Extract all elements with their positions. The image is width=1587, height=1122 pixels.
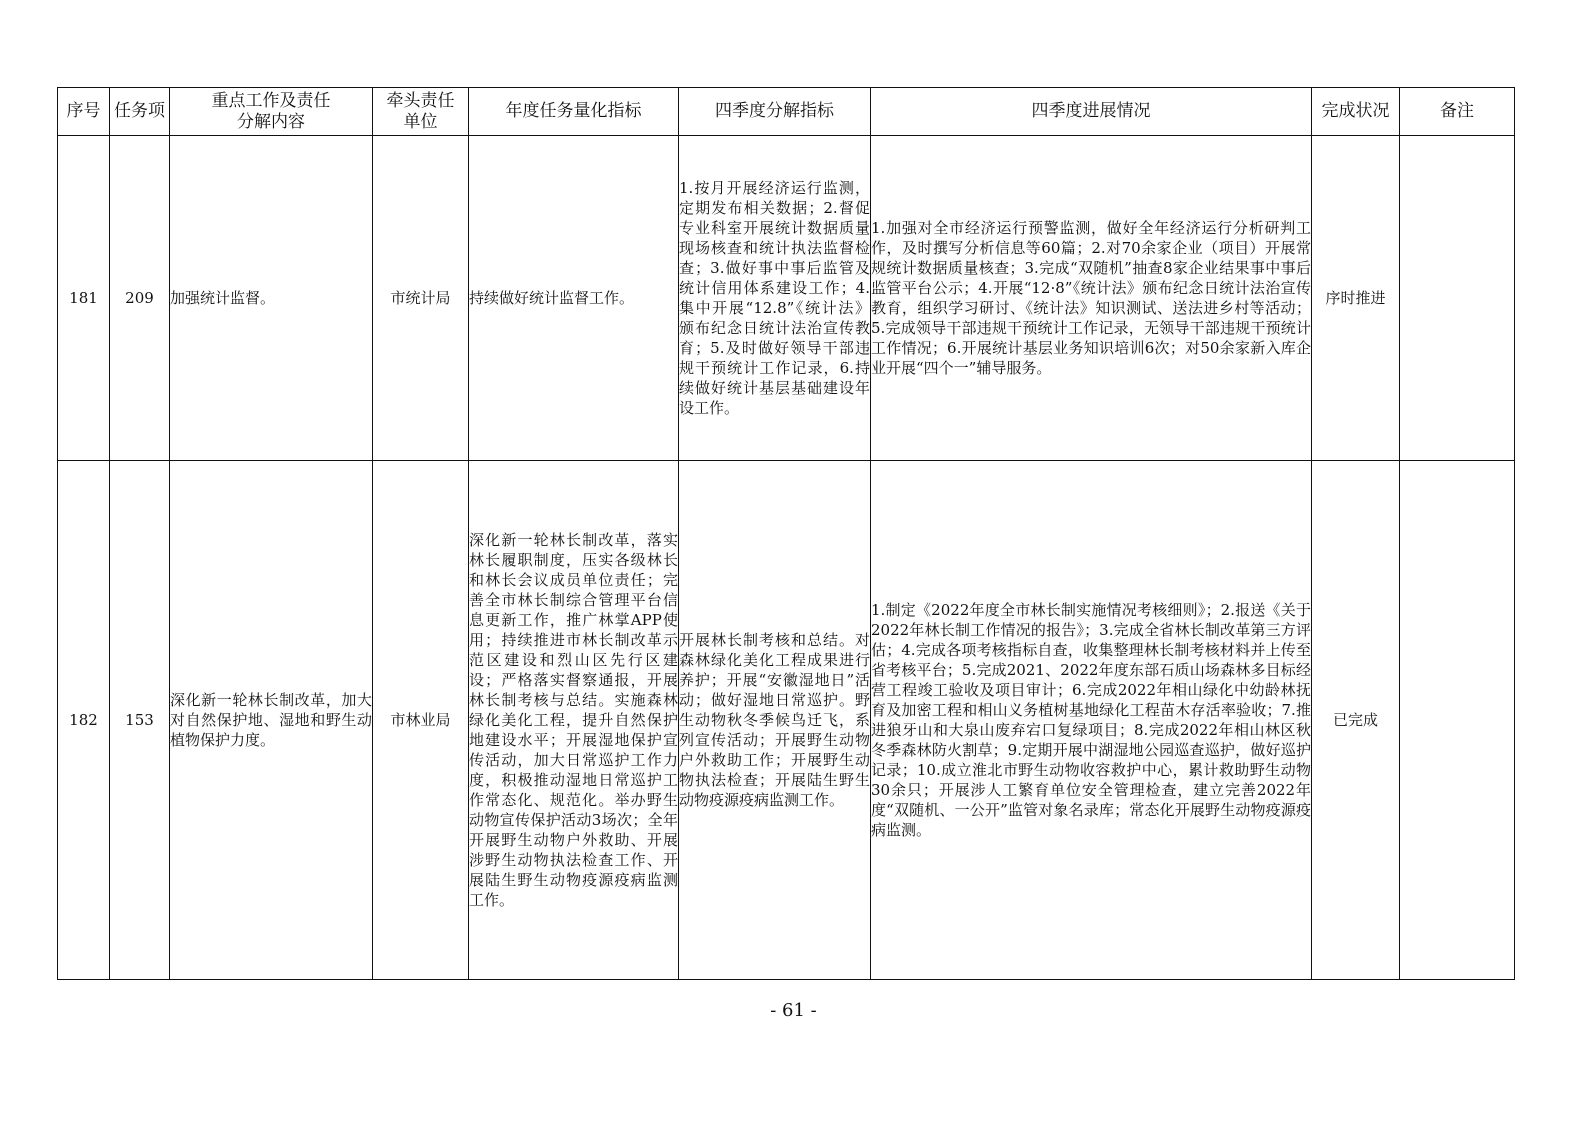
cell-q4-target: 1.按月开展经济运行监测，定期发布相关数据；2.督促专业科室开展统计数据质量现场核查和统计执法监督检查；3.做好事中事后监管及统计信用体系建设工作；4.集中开展“12.8”《统计法》颁布纪念日统计法治宣传教育；5.及时做好领导干部违规干预统计工作记录，6.持续做好统计基层基础建设年设工作。 — [679, 136, 871, 461]
header-lead — [373, 88, 469, 136]
header-note: 备注 — [1400, 88, 1515, 136]
header-q4-progress: 四季度进展情况 — [871, 88, 1312, 136]
header-task: 任务项 — [110, 88, 170, 136]
cell-status: 已完成 — [1312, 461, 1400, 980]
header-q4-target: 四季度分解指标 — [679, 88, 871, 136]
cell-task: 209 — [110, 136, 170, 461]
cell-note — [1400, 136, 1515, 461]
cell-content: 深化新一轮林长制改革，加大对自然保护地、湿地和野生动植物保护力度。 — [170, 461, 373, 980]
cell-annual: 深化新一轮林长制改革，落实林长履职制度，压实各级林长和林长会议成员单位责任；完善全市林长制综合管理平台信息更新工作，推广林掌APP使用；持续推进市林长制改革示范区建设和烈山区先行区建设；严格落实督察通报，开展林长制考核与总结。实施森林绿化美化工程，提升自然保护地建设水平；开展湿地保护宣传活动，加大日常巡护工作力度，积极推动湿地日常巡护工作常态化、规范化。举办野生动物宣传保护活动3场次；全年开展野生动物户外救助、开展涉野生动物执法检查工作、开展陆生野生动物疫源疫病监测工作。 — [469, 461, 679, 980]
task-progress-table — [57, 87, 1515, 980]
header-seq: 序号 — [58, 88, 110, 136]
page-number: - 61 - — [770, 1000, 817, 1021]
header-content — [170, 88, 373, 136]
table-row — [58, 136, 1515, 461]
cell-lead: 市统计局 — [373, 136, 469, 461]
cell-status: 序时推进 — [1312, 136, 1400, 461]
cell-q4-progress: 1.加强对全市经济运行预警监测，做好全年经济运行分析研判工作，及时撰写分析信息等60篇；2.对70余家企业（项目）开展常规统计数据质量核查；3.完成“双随机”抽查8家企业结果事中事后监管平台公示；4.开展“12·8”《统计法》颁布纪念日统计法治宣传教育，组织学习研讨、《统计法》知识测试、送法进乡村等活动；5.完成领导干部违规干预统计工作记录，无领导干部违规干预统计工作情况；6.开展统计基层业务知识培训6次；对50余家新入库企业开展“四个一”辅导服务。 — [871, 136, 1312, 461]
header-content-label: 重点工作及责任分解内容 — [211, 90, 331, 132]
header-status: 完成状况 — [1312, 88, 1400, 136]
cell-note — [1400, 461, 1515, 980]
cell-lead: 市林业局 — [373, 461, 469, 980]
cell-task: 153 — [110, 461, 170, 980]
header-row — [58, 88, 1515, 136]
header-annual: 年度任务量化指标 — [469, 88, 679, 136]
table-row — [58, 461, 1515, 980]
header-lead-label: 牵头责任单位 — [386, 90, 455, 132]
cell-q4-target: 开展林长制考核和总结。对森林绿化美化工程成果进行养护；开展“安徽湿地日”活动；做好湿地日常巡护。野生动物秋冬季候鸟迁飞，系列宣传活动；开展野生动物户外救助工作；开展野生动物执法检查；开展陆生野生动物疫源疫病监测工作。 — [679, 461, 871, 980]
cell-q4-progress: 1.制定《2022年度全市林长制实施情况考核细则》；2.报送《关于2022年林长制工作情况的报告》；3.完成全省林长制改革第三方评估；4.完成各项考核指标自查，收集整理林长制考核材料并上传至省考核平台；5.完成2021、2022年度东部石质山场森林多目标经营工程竣工验收及项目审计；6.完成2022年相山绿化中幼龄林抚育及加密工程和相山义务植树基地绿化工程苗木存活率验收；7.推进狼牙山和大泉山废弃宕口复绿项目；8.完成2022年相山林区秋冬季森林防火割草；9.定期开展中湖湿地公园巡查巡护，做好巡护记录；10.成立淮北市野生动物收容救护中心，累计救助野生动物30余只；开展涉人工繁育单位安全管理检查，建立完善2022年度“双随机、一公开”监管对象名录库；常态化开展野生动物疫源疫病监测。 — [871, 461, 1312, 980]
cell-seq: 182 — [58, 461, 110, 980]
cell-seq: 181 — [58, 136, 110, 461]
cell-annual: 持续做好统计监督工作。 — [469, 136, 679, 461]
cell-content: 加强统计监督。 — [170, 136, 373, 461]
